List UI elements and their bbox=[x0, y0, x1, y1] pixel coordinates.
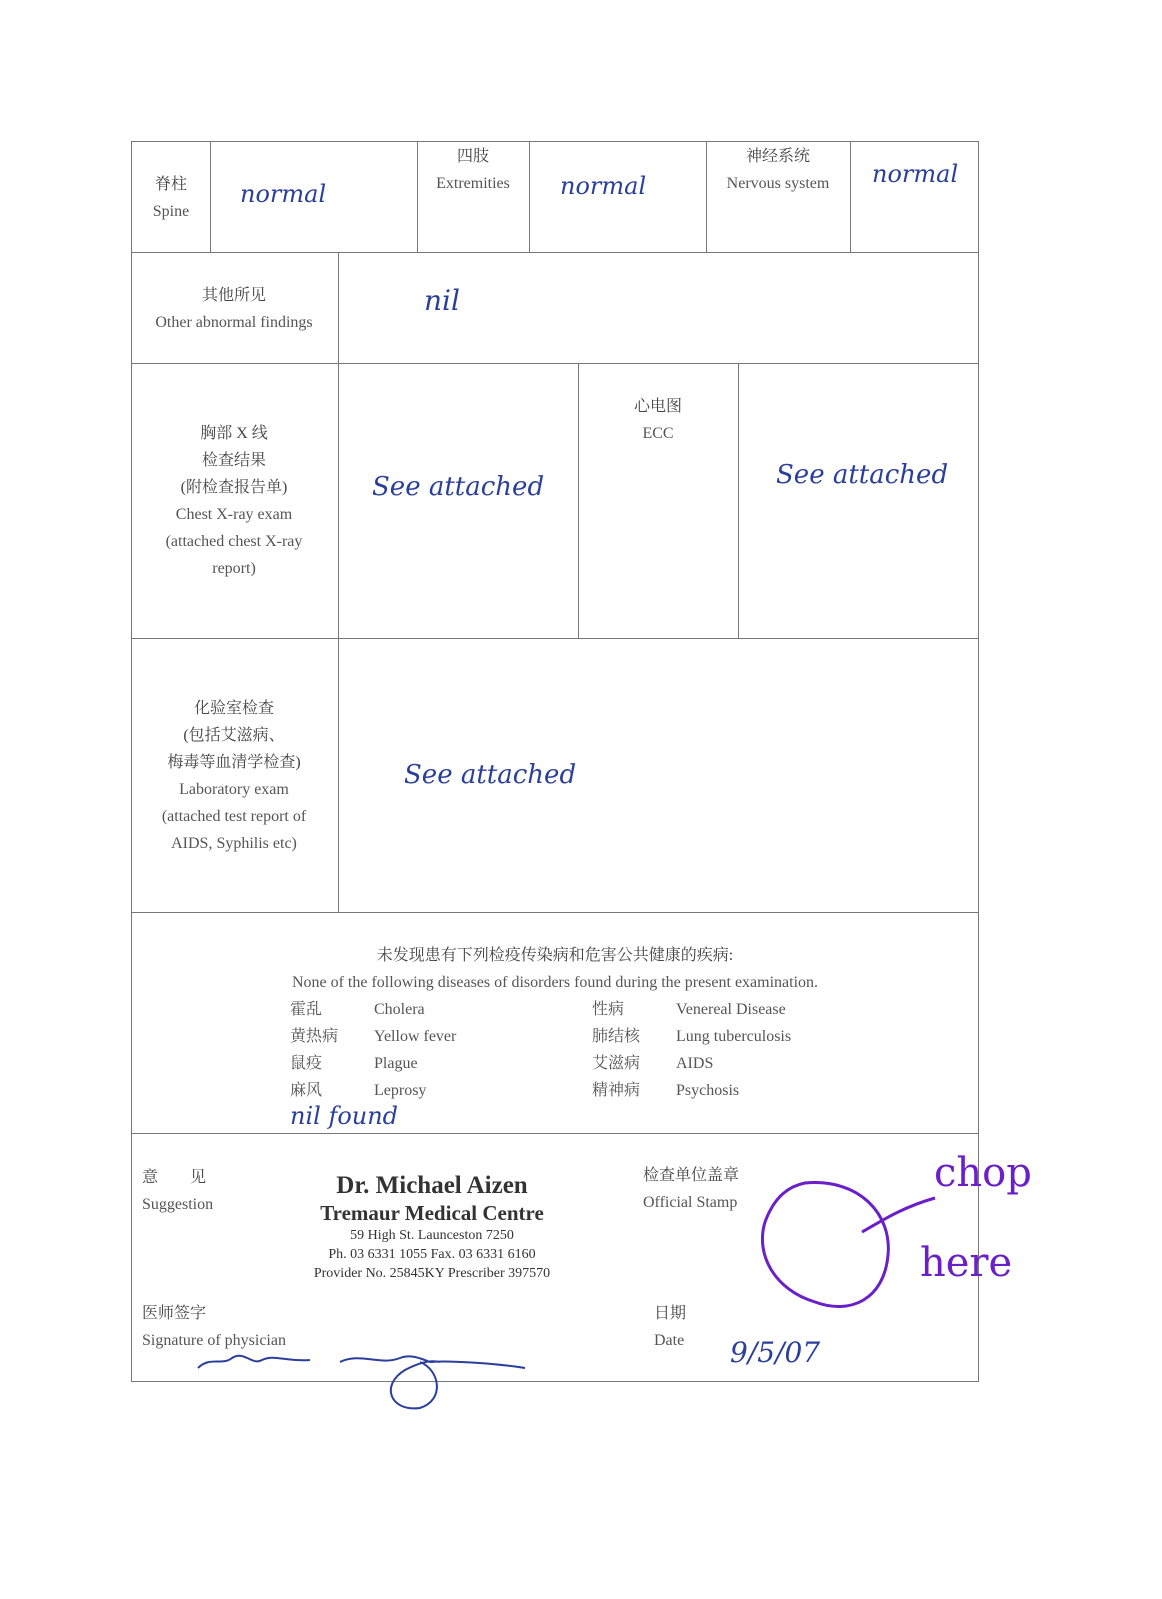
extremities-label-en: Extremities bbox=[436, 175, 510, 192]
annotation-chop: chop bbox=[934, 1150, 1032, 1196]
ecg-value: See attached bbox=[776, 460, 949, 490]
stamp-zh: 检查单位盖章 bbox=[643, 1167, 740, 1184]
xray-zh-1: 胸部 X 线 bbox=[200, 425, 268, 442]
clinic-name: Tremaur Medical Centre bbox=[320, 1201, 544, 1225]
date-value: 9/5/07 bbox=[730, 1336, 821, 1369]
date-zh: 日期 bbox=[654, 1305, 687, 1322]
disease-zh: 黄热病 bbox=[290, 1028, 339, 1045]
signature-en: Signature of physician bbox=[142, 1332, 286, 1349]
spine-value: normal bbox=[240, 180, 327, 208]
disease-en: Cholera bbox=[374, 1001, 425, 1018]
other-findings-zh: 其他所见 bbox=[201, 287, 266, 304]
stamp-en: Official Stamp bbox=[643, 1194, 738, 1211]
disease-en: Lung tuberculosis bbox=[676, 1028, 792, 1045]
clinic-address: 59 High St. Launceston 7250 bbox=[350, 1228, 514, 1243]
nervous-label-en: Nervous system bbox=[726, 175, 830, 192]
spine-label-en: Spine bbox=[152, 203, 190, 220]
date-en: Date bbox=[654, 1332, 685, 1349]
doctor-name: Dr. Michael Aizen bbox=[336, 1172, 528, 1199]
disease-en: AIDS bbox=[676, 1055, 714, 1072]
lab-en-2: (attached test report of bbox=[161, 808, 307, 825]
stamp-circle-annotation bbox=[762, 1183, 888, 1307]
disease-zh: 艾滋病 bbox=[592, 1055, 641, 1072]
ecg-zh: 心电图 bbox=[633, 398, 682, 415]
disease-en: Venereal Disease bbox=[676, 1001, 786, 1018]
ecg-en: ECC bbox=[642, 425, 674, 442]
disease-en: Leprosy bbox=[374, 1082, 427, 1099]
diseases-heading-zh: 未发现患有下列检疫传染病和危害公共健康的疾病: bbox=[376, 947, 734, 964]
diseases-heading-en: None of the following diseases of disorders found during the present examination. bbox=[291, 974, 819, 991]
signature-zh: 医师签字 bbox=[142, 1305, 207, 1322]
chest-xray-value: See attached bbox=[372, 472, 545, 502]
provider-number: Provider No. 25845KY Prescriber 397570 bbox=[313, 1266, 551, 1281]
xray-zh-2: 检查结果 bbox=[201, 452, 266, 469]
other-findings-value: nil bbox=[424, 284, 460, 317]
physician-signature bbox=[198, 1356, 525, 1409]
nervous-system-value: normal bbox=[872, 160, 959, 188]
disease-zh: 霍乱 bbox=[290, 1001, 323, 1018]
laboratory-value: See attached bbox=[404, 760, 577, 790]
disease-zh: 性病 bbox=[592, 1001, 625, 1018]
disease-en: Plague bbox=[374, 1055, 418, 1072]
diseases-handwritten-note: nil found bbox=[290, 1102, 399, 1130]
disease-zh: 肺结核 bbox=[592, 1028, 641, 1045]
extremities-value: normal bbox=[560, 172, 647, 200]
clinic-phone: Ph. 03 6331 1055 Fax. 03 6331 6160 bbox=[328, 1247, 536, 1262]
annotation-here: here bbox=[920, 1240, 1013, 1286]
lab-zh-3: 梅毒等血清学检查) bbox=[167, 754, 301, 771]
xray-en-2: (attached chest X-ray bbox=[165, 533, 303, 550]
lab-zh-1: 化验室检查 bbox=[193, 700, 274, 717]
suggestion-en: Suggestion bbox=[142, 1196, 214, 1213]
disease-en: Yellow fever bbox=[374, 1028, 457, 1045]
extremities-label-zh: 四肢 bbox=[456, 148, 489, 165]
suggestion-zh: 意 见 bbox=[142, 1169, 207, 1186]
xray-zh-3: (附检查报告单) bbox=[180, 479, 288, 496]
annotation-connector bbox=[862, 1198, 935, 1232]
disease-zh: 精神病 bbox=[592, 1082, 641, 1099]
other-findings-en: Other abnormal findings bbox=[155, 314, 313, 331]
lab-zh-2: (包括艾滋病、 bbox=[183, 727, 285, 744]
lab-en-3: AIDS, Syphilis etc) bbox=[171, 835, 297, 852]
lab-en-1: Laboratory exam bbox=[179, 781, 289, 798]
disease-en: Psychosis bbox=[676, 1082, 740, 1099]
xray-en-1: Chest X-ray exam bbox=[175, 506, 293, 523]
disease-zh: 鼠疫 bbox=[290, 1055, 323, 1072]
xray-en-3: report) bbox=[212, 560, 256, 577]
spine-label-zh: 脊柱 bbox=[154, 176, 187, 193]
nervous-label-zh: 神经系统 bbox=[745, 148, 810, 165]
disease-zh: 麻风 bbox=[290, 1082, 323, 1099]
